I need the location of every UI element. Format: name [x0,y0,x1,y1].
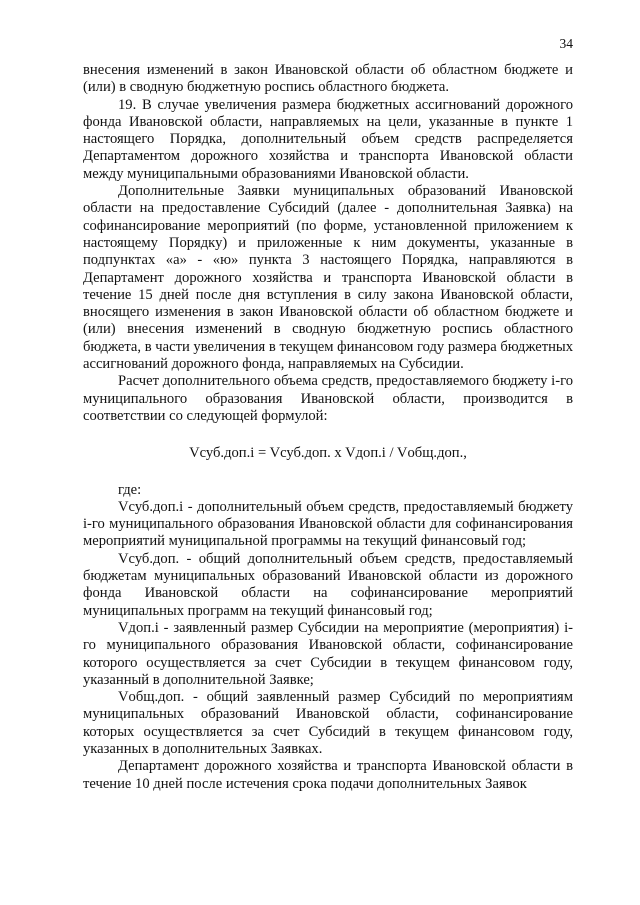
paragraph-calculation: Расчет дополнительного объема средств, предоставляемого бюджету i-го муниципального образования Ивановской области, производится в соответствии со следующей формулой: [83,373,573,424]
formula: Vсуб.доп.i = Vсуб.доп. x Vдоп.i / Vобщ.доп., [189,445,467,462]
paragraph-additional-requests: Дополнительные Заявки муниципальных образований Ивановской области на предоставление Субсидий (далее - дополнительная Заявка) на софинансирование мероприятий (по форме, установленной приложением к настоящему Порядку) и приложенные к ним документы, указанные в подпунктах «а» - «ю» пункта 3 настоящего Порядка, направляются в Департамент дорожного хозяйства и транспорта Ивановской области в течение 15 дней после дня вступления в силу закона Ивановской области, вносящего изменения в закон Ивановской области об областном бюджете и (или) внесения изменений в сводную бюджетную роспись областного бюджета, в части увеличения в текущем финансовом году размера бюджетных ассигнований дорожного фонда, направляемых на Субсидии. [83,183,573,373]
where-label: где: [118,481,142,498]
definition-vsub-dop: Vсуб.доп. - общий дополнительный объем средств, предоставляемый бюджетам муниципальных образований Ивановской области из дорожного фонда Ивановской области на софинансирование мероприятий муниципальных программ на текущий финансовый год; [83,550,573,619]
paragraph-continued: внесения изменений в закон Ивановской области об областном бюджете и (или) в сводную бюджетную роспись областного бюджета. [83,62,573,96]
definition-vobsch-dop: Vобщ.доп. - общий заявленный размер Субсидий по мероприятиям муниципальных образований Ивановской области, софинансирование которых осуществляется за счет Субсидий в текущем финансовом году, указанных в дополнительных Заявках. [83,689,573,757]
definition-vdop-i: Vдоп.i - заявленный размер Субсидии на мероприятие (мероприятия) i-го муниципального образования Ивановской области, софинансирование которого осуществляется за счет Субсидии в текущем финансовом году, указанный в дополнительной Заявке; [83,619,573,688]
page-number: 34 [559,36,573,51]
document-body [83,62,573,793]
paragraph-item-19: 19. В случае увеличения размера бюджетных ассигнований дорожного фонда Ивановской области, направляемых на цели, указанные в пункте 1 настоящего Порядка, дополнительный объем средств распределяется Департаментом дорожного хозяйства и транспорта Ивановской области между муниципальными образованиями Ивановской области. [83,96,573,182]
definition-vsub-dop-i: Vсуб.доп.i - дополнительный объем средств, предоставляемый бюджету i-го муниципального образования Ивановской области для софинансирования мероприятий муниципальной программы на текущий финансовый год; [83,498,573,550]
paragraph-closing: Департамент дорожного хозяйства и транспорта Ивановской области в течение 10 дней после истечения срока подачи дополнительных Заявок [83,758,573,792]
